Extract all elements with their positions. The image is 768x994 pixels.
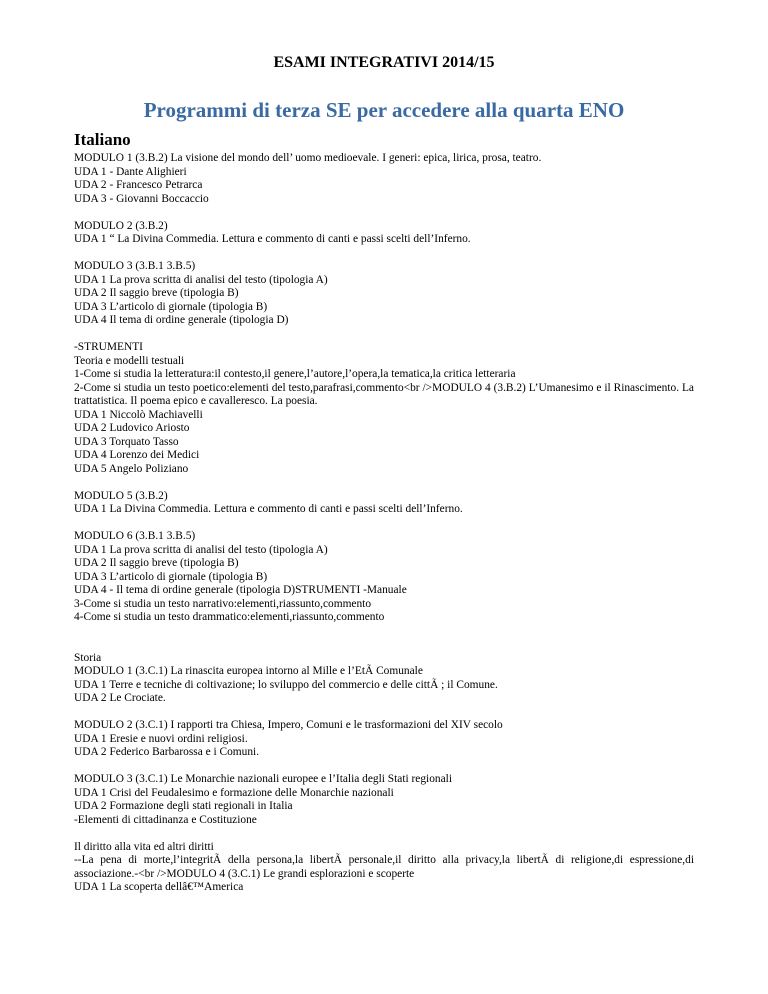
blank-line — [74, 638, 694, 652]
text-line: UDA 1 Terre e tecniche di coltivazione; lo sviluppo del commercio e delle cittÃ ; il Comune. — [74, 678, 498, 691]
text-line: MODULO 3 (3.B.1 3.B.5) — [74, 260, 196, 272]
subject-heading-italiano: Italiano — [74, 130, 131, 149]
text-line: UDA 1 La prova scritta di analisi del testo (tipologia A) — [74, 543, 328, 556]
text-line: -Elementi di cittadinanza e Costituzione — [74, 813, 257, 826]
blank-line — [74, 247, 694, 261]
text-line: Teoria e modelli testuali — [74, 354, 185, 367]
text-line: UDA 3 L’articolo di giornale (tipologia B) — [74, 300, 268, 313]
text-line: --La pena di morte,l’integritÃ della persona,la libertÃ personale,il diritto alla privacy,la libertÃ di religione,di espressione,di associazione.-<br />MODULO 4 (3.C.1) Le grandi esplorazioni e scoperte — [74, 854, 694, 880]
text-line: UDA 2 Il saggio breve (tipologia B) — [74, 287, 239, 299]
blank-line — [74, 827, 694, 841]
text-line: UDA 2 Federico Barbarossa e i Comuni. — [74, 746, 260, 758]
blank-line — [74, 206, 694, 220]
text-line: MODULO 6 (3.B.1 3.B.5) — [74, 530, 196, 542]
text-line: 3-Come si studia un testo narrativo:elementi,riassunto,commento — [74, 597, 372, 610]
text-line: UDA 1 - Dante Alighieri — [74, 165, 187, 178]
blank-line — [74, 328, 694, 342]
text-line: UDA 2 Formazione degli stati regionali in Italia — [74, 800, 293, 812]
text-line: MODULO 1 (3.B.2) La visione del mondo dell’ uomo medioevale. I generi: epica, lirica, prosa, teatro. — [74, 152, 542, 164]
exam-title: ESAMI INTEGRATIVI 2014/15 — [273, 54, 495, 71]
text-line: MODULO 3 (3.C.1) Le Monarchie nazionali europee e l’Italia degli Stati regionali — [74, 773, 452, 785]
blank-line — [74, 706, 694, 720]
text-line: -STRUMENTI — [74, 341, 143, 353]
text-line: MODULO 2 (3.C.1) I rapporti tra Chiesa, Impero, Comuni e le trasformazioni del XIV secolo — [74, 719, 503, 731]
text-line: UDA 1 Crisi del Feudalesimo e formazione delle Monarchie nazionali — [74, 786, 394, 799]
text-line: UDA 2 Ludovico Ariosto — [74, 422, 190, 434]
text-line: UDA 1 “ La Divina Commedia. Lettura e commento di canti e passi scelti dell’Inferno. — [74, 233, 471, 245]
text-line: Storia — [74, 651, 102, 664]
blank-line — [74, 760, 694, 774]
text-line: MODULO 1 (3.C.1) La rinascita europea intorno al Mille e l’EtÃ Comunale — [74, 665, 423, 677]
text-line: Il diritto alla vita ed altri diritti — [74, 840, 214, 853]
text-line: UDA 2 - Francesco Petrarca — [74, 179, 203, 191]
text-line: UDA 5 Angelo Poliziano — [74, 462, 189, 475]
text-line: UDA 1 La Divina Commedia. Lettura e commento di canti e passi scelti dell’Inferno. — [74, 503, 463, 515]
text-line: 4-Come si studia un testo drammatico:elementi,riassunto,commento — [74, 611, 385, 623]
text-line: UDA 4 - Il tema di ordine generale (tipologia D)STRUMENTI -Manuale — [74, 584, 407, 596]
text-line: UDA 4 Il tema di ordine generale (tipologia D) — [74, 314, 289, 326]
text-line: UDA 1 Eresie e nuovi ordini religiosi. — [74, 732, 248, 745]
program-title: Programmi di terza SE per accedere alla quarta ENO — [143, 98, 625, 122]
blank-line — [74, 517, 694, 531]
blank-line — [74, 625, 694, 639]
text-line: UDA 1 La prova scritta di analisi del testo (tipologia A) — [74, 273, 328, 286]
text-line: 1-Come si studia la letteratura:il contesto,il genere,l’autore,l’opera,la tematica,la critica letteraria — [74, 368, 516, 380]
blank-line — [74, 476, 694, 490]
text-line: 2-Come si studia un testo poetico:elementi del testo,parafrasi,commento<br />MODULO 4 (3.B.2) L’Umanesimo e il Rinascimento. La trattatistica. Il poema epico e cavalleresco. La poesia. — [74, 381, 694, 407]
text-line: UDA 3 - Giovanni Boccaccio — [74, 192, 209, 205]
text-line: UDA 1 La scoperta dellâ€™America — [74, 881, 244, 893]
text-line: UDA 3 Torquato Tasso — [74, 435, 179, 448]
text-line: UDA 1 Niccolò Machiavelli — [74, 408, 203, 421]
text-line: UDA 4 Lorenzo dei Medici — [74, 449, 200, 461]
text-line: UDA 3 L’articolo di giornale (tipologia B) — [74, 570, 268, 583]
text-line: UDA 2 Le Crociate. — [74, 692, 166, 704]
text-line: MODULO 5 (3.B.2) — [74, 489, 168, 502]
document-body — [74, 152, 694, 895]
text-line: MODULO 2 (3.B.2) — [74, 219, 168, 232]
text-line: UDA 2 Il saggio breve (tipologia B) — [74, 557, 239, 569]
